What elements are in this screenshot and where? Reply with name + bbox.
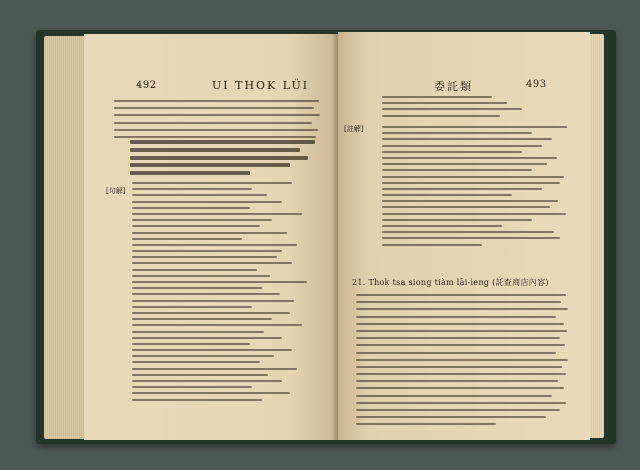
left-glossary-list xyxy=(132,182,312,405)
page-edges-right xyxy=(590,34,604,438)
left-glossary-label: [句解] xyxy=(106,187,126,195)
left-page xyxy=(84,34,338,440)
page-edges-left xyxy=(44,36,86,439)
left-page-number: 492 xyxy=(136,80,157,91)
left-cjk-lines xyxy=(130,140,320,179)
right-top-list xyxy=(382,96,562,121)
right-glossary-list xyxy=(382,126,572,250)
right-page-number: 493 xyxy=(526,79,547,90)
right-running-header: 委託類 xyxy=(434,80,473,93)
left-intro-text xyxy=(114,100,324,143)
right-glossary-label: [註解] xyxy=(344,125,364,133)
left-running-header: UI THOK LÜI xyxy=(212,79,310,92)
section-21-body xyxy=(356,294,571,431)
section-21-title: 21. Thok tsa siong tiàm lāi-ìeng (託查商店內容) xyxy=(352,278,549,287)
right-page xyxy=(338,32,590,440)
